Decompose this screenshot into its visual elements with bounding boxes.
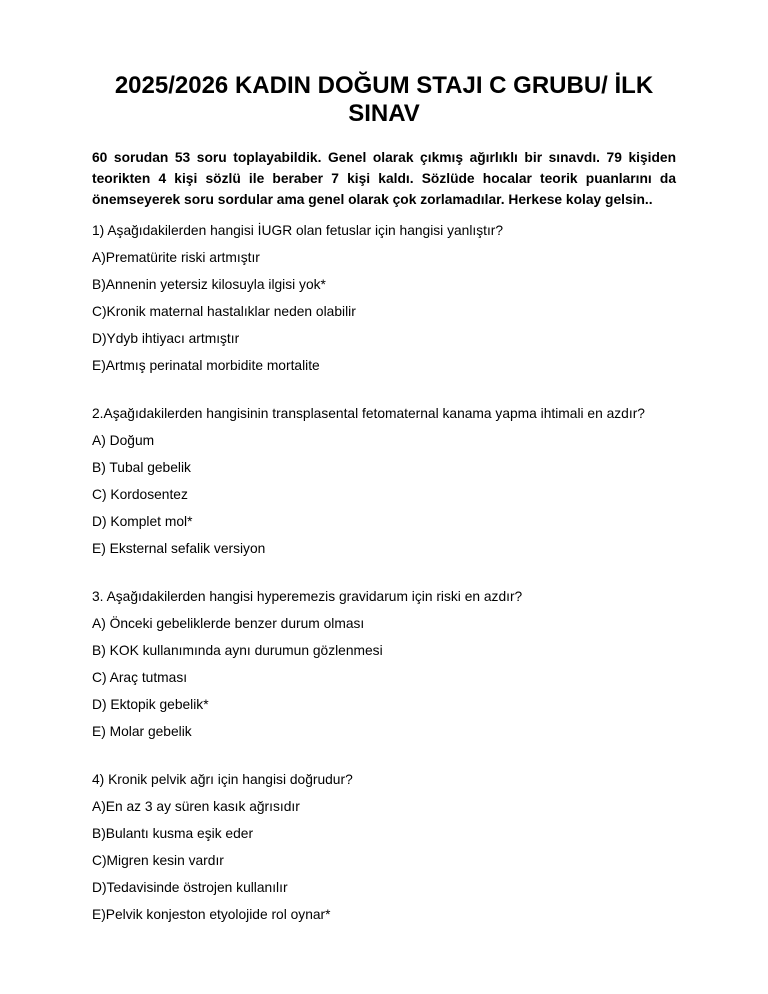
question-text: 4) Kronik pelvik ağrı için hangisi doğrudur? xyxy=(92,772,353,788)
answer-option-e: E)Pelvik konjeston etyolojide rol oynar* xyxy=(92,907,331,923)
answer-option-c: C)Kronik maternal hastalıklar neden olabilir xyxy=(92,304,356,320)
answer-option-d: D)Tedavisinde östrojen kullanılır xyxy=(92,880,288,896)
question-text: 3. Aşağıdakilerden hangisi hyperemezis gravidarum için riski en azdır? xyxy=(92,589,523,605)
answer-option-a: A) Doğum xyxy=(92,433,155,449)
answer-option-c: C)Migren kesin vardır xyxy=(92,853,224,869)
answer-option-e: E)Artmış perinatal morbidite mortalite xyxy=(92,358,320,374)
question-block-3 xyxy=(92,586,676,742)
answer-option-c: C) Araç tutması xyxy=(92,670,188,686)
answer-option-a: A) Önceki gebeliklerde benzer durum olması xyxy=(92,616,365,632)
answer-option-e: E) Eksternal sefalik versiyon xyxy=(92,541,266,557)
question-text: 2.Aşağıdakilerden hangisinin transplasental fetomaternal kanama yapma ihtimali en azdır? xyxy=(92,406,645,422)
question-text: 1) Aşağıdakilerden hangisi İUGR olan fetuslar için hangisi yanlıştır? xyxy=(92,223,504,239)
answer-option-b: B) KOK kullanımında aynı durumun gözlenmesi xyxy=(92,643,383,659)
answer-option-d: D) Komplet mol* xyxy=(92,514,193,530)
answer-option-d: D) Ektopik gebelik* xyxy=(92,697,209,713)
answer-option-d: D)Ydyb ihtiyacı artmıştır xyxy=(92,331,240,347)
answer-option-b: B)Annenin yetersiz kilosuyla ilgisi yok* xyxy=(92,277,326,293)
answer-option-b: B)Bulantı kusma eşik eder xyxy=(92,826,254,842)
answer-option-c: C) Kordosentez xyxy=(92,487,188,503)
answer-option-e: E) Molar gebelik xyxy=(92,724,192,740)
question-block-4 xyxy=(92,769,676,925)
question-block-2 xyxy=(92,403,676,559)
answer-option-b: B) Tubal gebelik xyxy=(92,460,191,476)
intro-paragraph: 60 sorudan 53 soru toplayabildik. Genel olarak çıkmış ağırlıklı bir sınavdı. 79 kişiden teorikten 4 kişi sözlü ile beraber 7 kişi kaldı. Sözlüde hocalar teorik puanlarını da önemseyerek soru sordular ama genel olarak çok zorlamadılar. Herkese kolay gelsin.. xyxy=(92,150,676,208)
document-title: 2025/2026 KADIN DOĞUM STAJI C GRUBU/ İLK SINAV xyxy=(114,72,654,127)
question-block-1 xyxy=(92,220,676,376)
answer-option-a: A)En az 3 ay süren kasık ağrısıdır xyxy=(92,799,300,815)
answer-option-a: A)Prematürite riski artmıştır xyxy=(92,250,260,266)
